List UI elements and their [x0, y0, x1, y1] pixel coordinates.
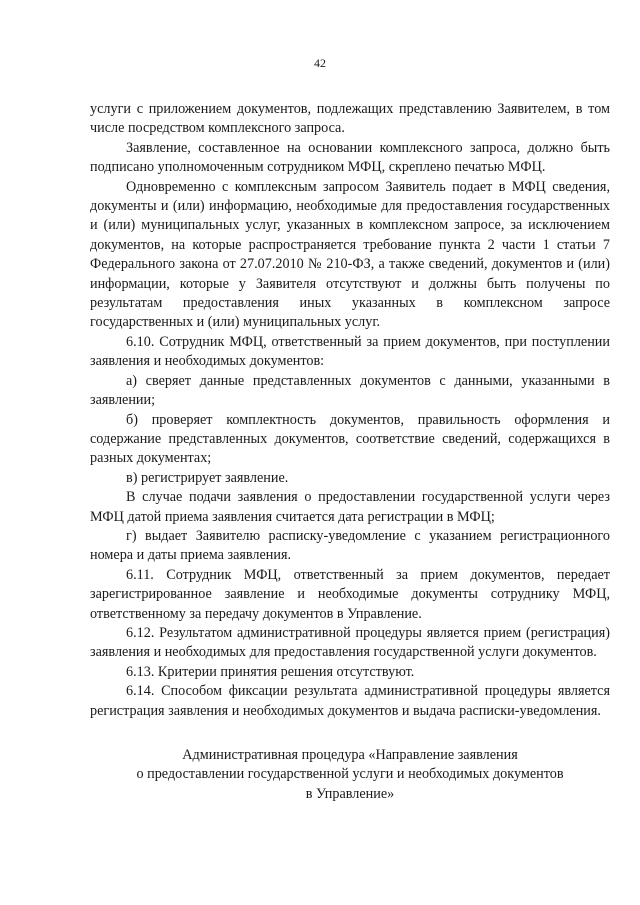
paragraph-continuation: услуги с приложением документов, подлежащих представлению Заявителем, в том числе посредством комплексного запроса. — [90, 101, 610, 137]
paragraph-6-13: 6.13. Критерии принятия решения отсутствуют. — [126, 663, 415, 680]
paragraph-6-10-b: б) проверяет комплектность документов, правильность оформления и содержание представленных документов, соответствие сведений, содержащихся в разных документах; — [90, 411, 610, 467]
paragraph-registration-date: В случае подачи заявления о предоставлении государственной услуги через МФЦ датой приема заявления считается дата регистрации в МФЦ; — [90, 489, 610, 525]
section-heading-line: о предоставлении государственной услуги и необходимых документов — [136, 766, 564, 783]
section-heading — [90, 746, 610, 804]
page-number: 42 — [314, 56, 326, 70]
document-body — [90, 100, 610, 804]
paragraph-6-10-v: в) регистрирует заявление. — [126, 469, 289, 486]
paragraph-complex-request-documents: Одновременно с комплексным запросом Заявитель подает в МФЦ сведения, документы и (или) информацию, необходимые для предоставления государственных и (или) муниципальных услуг, указанных в комплексном запросе, за исключением документов, на которые распространяется требование пункта 2 части 1 статьи 7 Федерального закона от 27.07.2010 № 210-ФЗ, а также сведений, документов и (или) информации, которые у Заявителя отсутствуют и должны быть получены по результатам предоставления иных указанных в комплексном запросе государственных и (или) муниципальных услуг. — [90, 178, 610, 331]
paragraph-6-12: 6.12. Результатом административной процедуры является прием (регистрация) заявления и необходимых для предоставления государственной услуги документов. — [90, 624, 610, 661]
paragraph-complex-request-signature: Заявление, составленное на основании комплексного запроса, должно быть подписано уполномоченным сотрудником МФЦ, скреплено печатью МФЦ. — [90, 139, 610, 176]
paragraph-6-10-g: г) выдает Заявителю расписку-уведомление с указанием регистрационного номера и даты приема заявления. — [90, 527, 610, 564]
paragraph-6-10: 6.10. Сотрудник МФЦ, ответственный за прием документов, при поступлении заявления и необходимых документов: — [90, 333, 610, 370]
section-heading-line: в Управление» — [305, 785, 395, 802]
paragraph-6-11: 6.11. Сотрудник МФЦ, ответственный за прием документов, передает зарегистрированное заявление и необходимые документы сотруднику МФЦ, ответственному за передачу документов в Управление. — [90, 566, 610, 622]
section-heading-line: Административная процедура «Направление заявления — [182, 747, 518, 763]
paragraph-6-14: 6.14. Способом фиксации результата административной процедуры является регистрация заявления и необходимых документов и выдача расписки-уведомления. — [90, 683, 610, 719]
paragraph-6-10-a: а) сверяет данные представленных документов с данными, указанными в заявлении; — [90, 372, 610, 409]
